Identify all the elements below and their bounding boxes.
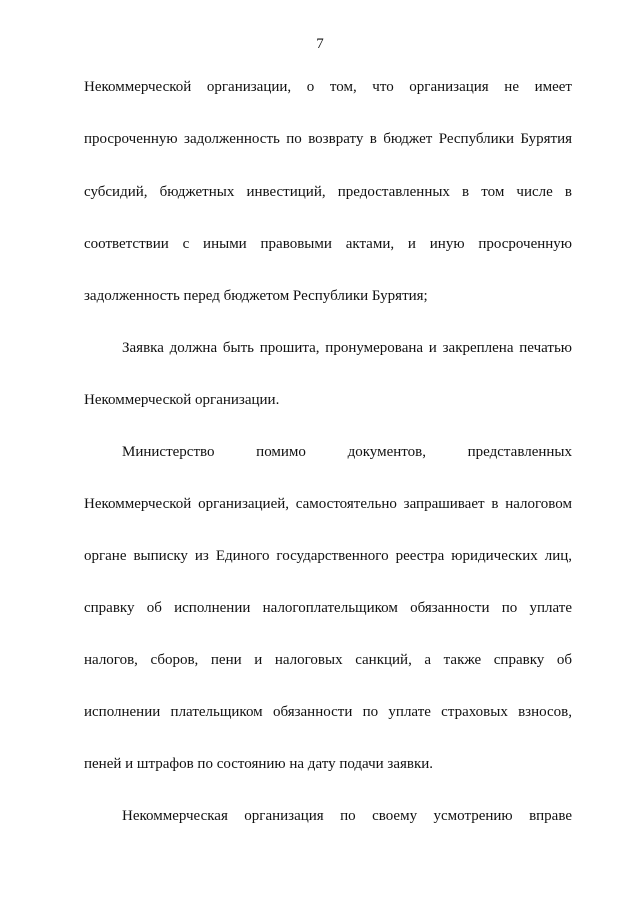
text-line-4: соответствии с иными правовыми актами, и иную просроченную [84, 236, 572, 252]
text-line-3: субсидий, бюджетных инвестиций, предоставленных в том числе в [84, 184, 572, 200]
text-line-1: Некоммерческой организации, о том, что организация не имеет [84, 79, 572, 95]
text-line-14: пеней и штрафов по состоянию на дату подачи заявки. [84, 756, 434, 772]
text-line-7: Некоммерческой организации. [84, 392, 280, 408]
text-line-9: Некоммерческой организацией, самостоятельно запрашивает в налоговом [84, 496, 572, 512]
text-line-5: задолженность перед бюджетом Республики Бурятия; [84, 288, 428, 304]
text-line-2: просроченную задолженность по возврату в бюджет Республики Бурятия [84, 131, 572, 147]
page-number: 7 [316, 36, 324, 52]
text-line-8: Министерство помимо документов, представленных [122, 444, 572, 460]
text-line-10: органе выписку из Единого государственного реестра юридических лиц, [84, 548, 572, 564]
text-line-12: налогов, сборов, пени и налоговых санкций, а также справку об [84, 652, 572, 668]
text-line-11: справку об исполнении налогоплательщиком обязанности по уплате [84, 600, 572, 616]
text-line-6: Заявка должна быть прошита, пронумерована и закреплена печатью [122, 340, 572, 356]
text-line-15: Некоммерческая организация по своему усмотрению вправе [122, 808, 572, 824]
text-line-13: исполнении плательщиком обязанности по уплате страховых взносов, [84, 704, 572, 720]
